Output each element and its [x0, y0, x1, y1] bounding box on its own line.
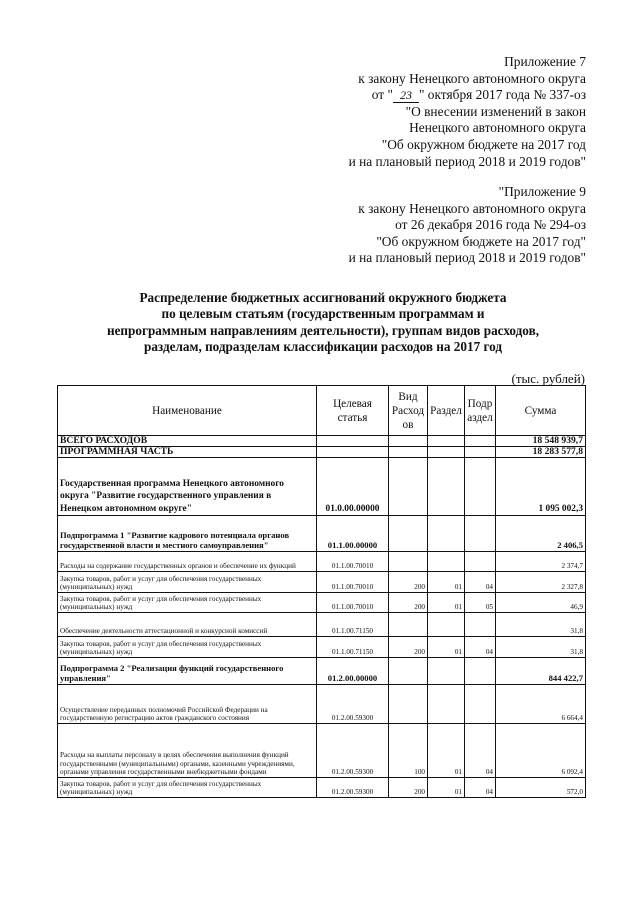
row-name: Расходы на выплаты персоналу в целях обеспечения выполнения функций государственными (муниципальными) органами, казенными учреждениями, органами управления государственными внебюджетными фондами	[58, 724, 317, 778]
row-target: 01.1.00.71150	[317, 637, 389, 658]
row-section: 01	[428, 778, 465, 798]
row-kind	[389, 552, 428, 572]
title-line-3: непрограммным направлениям деятельности), группам видов расходов,	[106, 322, 539, 338]
document-title	[40, 290, 606, 356]
row-name: Закупка товаров, работ и услуг для обеспечения государственных (муниципальных) нужд	[58, 593, 317, 613]
appendix-9-line-5: и на плановый период 2018 и 2019 годов"	[348, 250, 586, 266]
header-amount: Сумма	[496, 386, 586, 436]
appendix-9-title: "Приложение 9	[498, 184, 586, 199]
budget-table	[57, 385, 586, 798]
row-kind: 200	[389, 572, 428, 593]
row-target	[317, 447, 389, 458]
row-amount: 2 374,7	[496, 552, 586, 572]
row-name: ПРОГРАММНАЯ ЧАСТЬ	[58, 447, 317, 458]
row-amount: 2 406,5	[496, 516, 586, 552]
row-section	[428, 613, 465, 637]
table-row	[58, 724, 586, 778]
row-section	[428, 458, 465, 516]
row-section	[428, 552, 465, 572]
handwritten-day: 23	[393, 89, 419, 103]
row-target: 01.1.00.70010	[317, 572, 389, 593]
row-amount: 18 548 939,7	[496, 436, 586, 447]
table-row	[58, 552, 586, 572]
table-row	[58, 658, 586, 685]
row-target: 01.1.00.70010	[317, 552, 389, 572]
row-section	[428, 658, 465, 685]
appendix-7-line-4: "О внесении изменений в закон	[405, 103, 586, 119]
appendix-7-line-6: "Об окружном бюджете на 2017 год	[381, 136, 586, 152]
row-name: Обеспечение деятельности аттестационной и конкурсной комиссий	[58, 613, 317, 637]
row-target: 01.2.00.00000	[317, 658, 389, 685]
row-amount: 6 092,4	[496, 724, 586, 778]
table-row	[58, 436, 586, 447]
row-amount: 1 095 002,3	[496, 458, 586, 516]
row-kind	[389, 516, 428, 552]
row-name: Закупка товаров, работ и услуг для обеспечения государственных (муниципальных) нужд	[58, 637, 317, 658]
row-section	[428, 516, 465, 552]
row-target: 01.1.00.70010	[317, 593, 389, 613]
table-body	[58, 436, 586, 798]
row-name: ВСЕГО РАСХОДОВ	[58, 436, 317, 447]
appendix-9-date-line: от 26 декабря 2016 года № 294-оз	[395, 217, 586, 233]
row-kind	[389, 447, 428, 458]
row-section: 01	[428, 572, 465, 593]
row-subsection	[465, 447, 496, 458]
appendix-7-line-5: Ненецкого автономного округа	[409, 120, 586, 136]
row-amount: 844 422,7	[496, 658, 586, 685]
row-name: Подпрограмма 2 "Реализация функций государственного управления"	[58, 658, 317, 685]
header-target-article: Целевая статья	[317, 386, 389, 436]
row-target	[317, 436, 389, 447]
row-subsection: 04	[465, 778, 496, 798]
appendix-9-law-ref: к закону Ненецкого автономного округа	[358, 200, 586, 216]
row-subsection	[465, 658, 496, 685]
row-target: 01.1.00.00000	[317, 516, 389, 552]
appendix-7-title: Приложение 7	[504, 54, 586, 69]
row-name: Осуществление переданных полномочий Российской Федерации на государственную регистрацию актов гражданского состояния	[58, 685, 317, 724]
header-name: Наименование	[58, 386, 317, 436]
table-header	[58, 386, 586, 436]
row-name: Закупка товаров, работ и услуг для обеспечения государственных (муниципальных) нужд	[58, 572, 317, 593]
row-subsection: 04	[465, 637, 496, 658]
row-section	[428, 685, 465, 724]
row-subsection: 04	[465, 724, 496, 778]
appendix-9-line-4: "Об окружном бюджете на 2017 год"	[376, 233, 586, 249]
appendix-7-law-ref: к закону Ненецкого автономного округа	[358, 70, 586, 86]
row-subsection	[465, 516, 496, 552]
appendix-7-date-suffix: " октября 2017 года № 337-оз	[418, 87, 586, 103]
row-target: 01.2.00.59300	[317, 685, 389, 724]
table-row	[58, 637, 586, 658]
row-subsection	[465, 613, 496, 637]
header-expense-kind: Вид Расход ов	[389, 386, 428, 436]
row-subsection	[465, 552, 496, 572]
row-kind	[389, 658, 428, 685]
table-row	[58, 613, 586, 637]
row-section: 01	[428, 593, 465, 613]
row-target: 01.2.00.59300	[317, 778, 389, 798]
row-name: Подпрограмма 1 "Развитие кадрового потенциала органов государственной власти и местного самоуправления"	[58, 516, 317, 552]
row-name: Расходы на содержание государственных органов и обеспечение их функций	[58, 552, 317, 572]
units-label: (тыс. рублей)	[511, 371, 585, 386]
row-kind	[389, 436, 428, 447]
row-amount: 18 283 577,8	[496, 447, 586, 458]
row-subsection: 04	[465, 572, 496, 593]
table-row	[58, 572, 586, 593]
row-kind: 200	[389, 593, 428, 613]
row-amount: 31,8	[496, 637, 586, 658]
row-amount: 2 327,8	[496, 572, 586, 593]
row-amount: 572,0	[496, 778, 586, 798]
row-target: 01.0.00.00000	[317, 458, 389, 516]
header-section: Раздел	[428, 386, 465, 436]
row-kind: 200	[389, 637, 428, 658]
row-target: 01.2.00.59300	[317, 724, 389, 778]
row-target: 01.1.00.71150	[317, 613, 389, 637]
row-kind	[389, 613, 428, 637]
row-kind	[389, 458, 428, 516]
row-name: Государственная программа Ненецкого автономного округа "Развитие государственного управления в Ненецком автономном округе"	[58, 458, 317, 516]
row-kind	[389, 685, 428, 724]
row-amount: 46,9	[496, 593, 586, 613]
table-row	[58, 593, 586, 613]
row-amount: 6 664,4	[496, 685, 586, 724]
title-line-4: разделам, подразделам классификации расходов на 2017 год	[143, 339, 503, 355]
table-row	[58, 458, 586, 516]
row-subsection	[465, 685, 496, 724]
row-section	[428, 436, 465, 447]
row-subsection: 05	[465, 593, 496, 613]
appendix-7-line-7: и на плановый период 2018 и 2019 годов"	[348, 153, 586, 169]
appendix-7-date-line	[349, 87, 586, 104]
row-kind: 200	[389, 778, 428, 798]
row-kind: 100	[389, 724, 428, 778]
header-subsection: Подр аздел	[465, 386, 496, 436]
appendix-7-date-prefix: от "	[371, 87, 393, 103]
title-line-2: по целевым статьям (государственным программам и	[161, 306, 485, 322]
appendix-7-header	[349, 54, 586, 170]
table-row	[58, 447, 586, 458]
row-name: Закупка товаров, работ и услуг для обеспечения государственных (муниципальных) нужд	[58, 778, 317, 798]
table-row	[58, 778, 586, 798]
table-row	[58, 516, 586, 552]
row-section: 01	[428, 724, 465, 778]
row-subsection	[465, 436, 496, 447]
row-section: 01	[428, 637, 465, 658]
row-subsection	[465, 458, 496, 516]
row-amount: 31,8	[496, 613, 586, 637]
row-section	[428, 447, 465, 458]
appendix-9-header	[349, 184, 586, 267]
title-line-1: Распределение бюджетных ассигнований окружного бюджета	[139, 290, 507, 305]
table-row	[58, 685, 586, 724]
